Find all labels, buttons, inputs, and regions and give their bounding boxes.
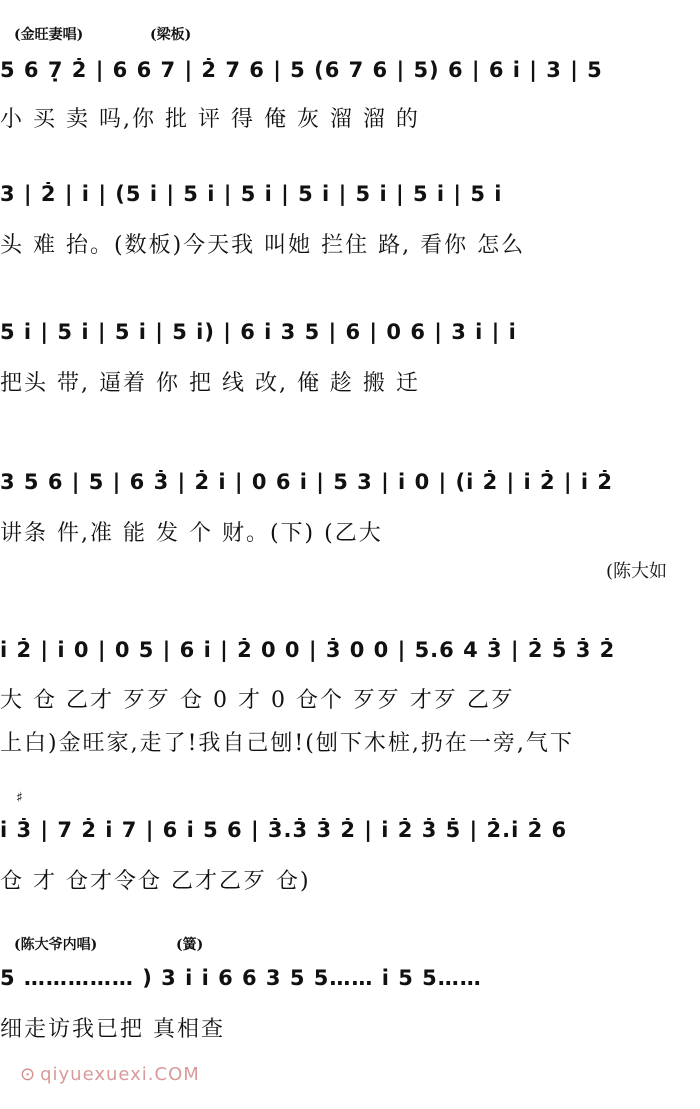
watermark — [20, 1064, 200, 1085]
score-row-1: 5 6 7̣ 2̇ | 6 6 7 | 2̇ 7 6 | 5 (6 7 6 | 5) 6 | 6 i | 3 | 5 — [0, 58, 603, 82]
mode-note-huang: (簧) — [176, 937, 204, 953]
mode-note-liangban: (梁板) — [150, 27, 192, 43]
watermark-text: qiyuexuexi.COM — [40, 1064, 200, 1085]
role-note-jinwang-wife: (金旺妻唱) — [14, 27, 84, 43]
lyric-row-8: 细走访我已把 真相查 — [0, 1017, 225, 1042]
lyric-row-6: 上白)金旺家,走了!我自己刨!(刨下木桩,扔在一旁,气下 — [0, 731, 574, 756]
role-note-chen-daye: (陈大爷内唱) — [14, 937, 98, 953]
score-row-8: 5 …………… ) 3 i i 6 6 3 5 5…… i 5 5…… — [0, 966, 482, 990]
lyric-row-7: 仓 才 仓才令仓 乙才乙歹 仓) — [0, 869, 311, 894]
lyric-row-3: 把头 带, 逼着 你 把 线 改, 俺 趁 搬 迁 — [0, 371, 420, 396]
score-row-4: 3 5 6 | 5 | 6 3̇ | 2̇ i | 0 6 i | 5 3 | i 0 | (i 2̇ | i 2̇ | i 2̇ — [0, 470, 614, 494]
score-row-7: i 3̇ | 7 2̇ i 7 | 6 i 5 6 | 3̇.3̇ 3̇ 2̇ | i 2̇ 3̇ 5̇ | 2̇.i 2̇ 6 — [0, 818, 568, 842]
lyric-row-1: 小 买 卖 吗,你 批 评 得 俺 灰 溜 溜 的 — [0, 107, 420, 132]
score-row-5: i 2̇ | i 0 | 0 5 | 6 i | 2̇ 0 0 | 3̇ 0 0 | 5.6 4 3̇ | 2̇ 5̇ 3̇ 2̇ — [0, 638, 616, 662]
lyric-row-4: 讲条 件,准 能 发 个 财。(下) (乙大 — [0, 521, 383, 546]
score-row-2: 3 | 2̇ | i | (5 i | 5 i | 5 i | 5 i | 5 i | 5 i | 5 i — [0, 182, 503, 206]
sharp-mark: ♯ — [16, 790, 23, 806]
role-note-chen-da: (陈大如 — [606, 561, 668, 582]
lyric-row-5: 大 仓 乙才 歹歹 仓 0 才 0 仓个 歹歹 才歹 乙歹 — [0, 688, 515, 713]
watermark-logo-icon: ⊙ — [20, 1064, 37, 1085]
score-row-3: 5 i | 5 i | 5 i | 5 i) | 6 i 3 5 | 6 | 0 6 | 3 i | i — [0, 320, 517, 344]
lyric-row-2: 头 难 抬。(数板)今天我 叫她 拦住 路, 看你 怎么 — [0, 233, 526, 258]
